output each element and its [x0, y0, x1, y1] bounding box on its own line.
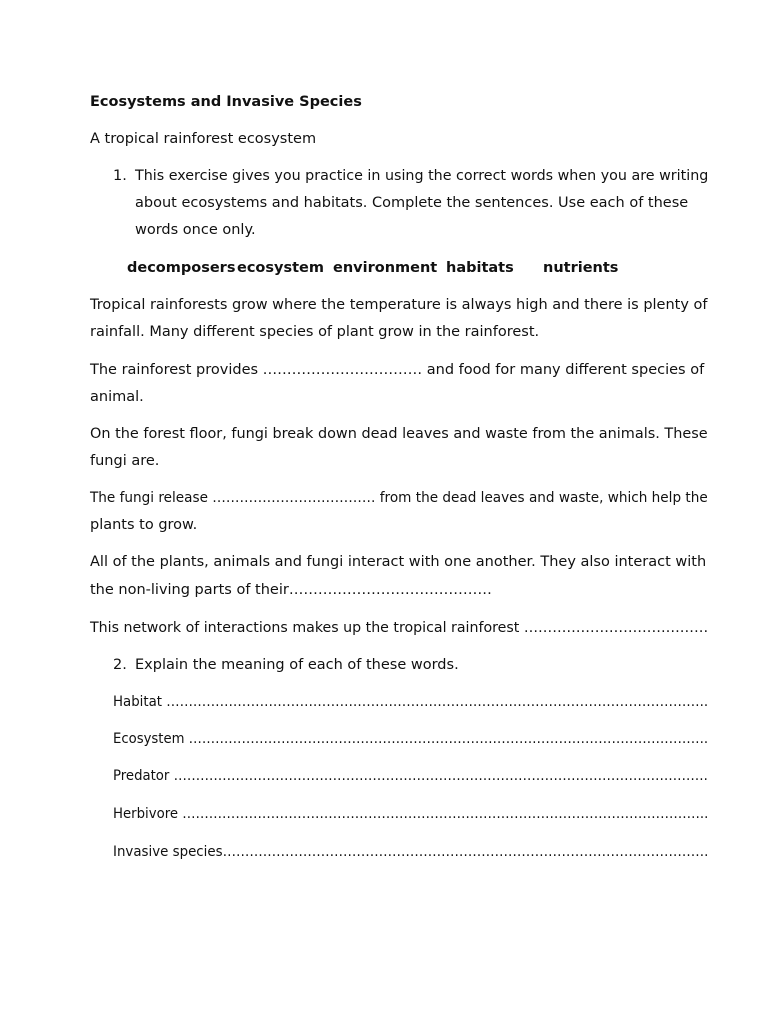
paragraph-line: All of the plants, animals and fungi interact with one another. They also interact with: [90, 554, 707, 570]
paragraph-line: Tropical rainforests grow where the temperature is always high and there is plenty of: [90, 297, 708, 313]
question-1-line: This exercise gives you practice in using the correct words when you are writing: [135, 168, 709, 184]
definition-line: Habitat …………………………………………………………………………………………………………..: [113, 694, 709, 710]
definition-line: Herbivore ………………………………………………………………………………………………………..: [113, 806, 709, 822]
question-2-number: 2.: [113, 657, 127, 673]
definition-line: Predator ………………………………………………………………………………………………………….: [113, 768, 708, 784]
word-bank-item: decomposers: [127, 260, 236, 276]
word-bank-item: nutrients: [543, 260, 619, 276]
paragraph-line: animal.: [90, 389, 144, 405]
paragraph-line: fungi are.: [90, 453, 160, 469]
section-subtitle: A tropical rainforest ecosystem: [90, 131, 317, 147]
question-2-prompt: Explain the meaning of each of these words.: [135, 657, 459, 673]
word-bank-item: habitats: [446, 260, 514, 276]
page-title: Ecosystems and Invasive Species: [90, 94, 362, 110]
question-1-line: about ecosystems and habitats. Complete the sentences. Use each of these: [135, 195, 689, 211]
definition-line: Ecosystem ……………………………………………………………………………………………………….: [113, 731, 709, 747]
paragraph-line: This network of interactions makes up the tropical rainforest …………………………………: [90, 620, 709, 636]
word-bank-item: environment: [333, 260, 438, 276]
question-1-number: 1.: [113, 168, 127, 184]
paragraph-line: The fungi release ……………………………… from the dead leaves and waste, which help the: [90, 490, 708, 506]
paragraph-line: The rainforest provides …………………………… and food for many different species of: [90, 362, 705, 378]
paragraph-line: On the forest floor, fungi break down dead leaves and waste from the animals. These: [90, 426, 708, 442]
paragraph-line: rainfall. Many different species of plant grow in the rainforest.: [90, 324, 540, 340]
paragraph-line: the non-living parts of their……………………………………: [90, 582, 492, 598]
question-1-line: words once only.: [135, 222, 256, 238]
definition-line: Invasive species……………………………………………………………………………………………….: [113, 844, 709, 860]
word-bank-item: ecosystem: [237, 260, 324, 276]
paragraph-line: plants to grow.: [90, 517, 198, 533]
